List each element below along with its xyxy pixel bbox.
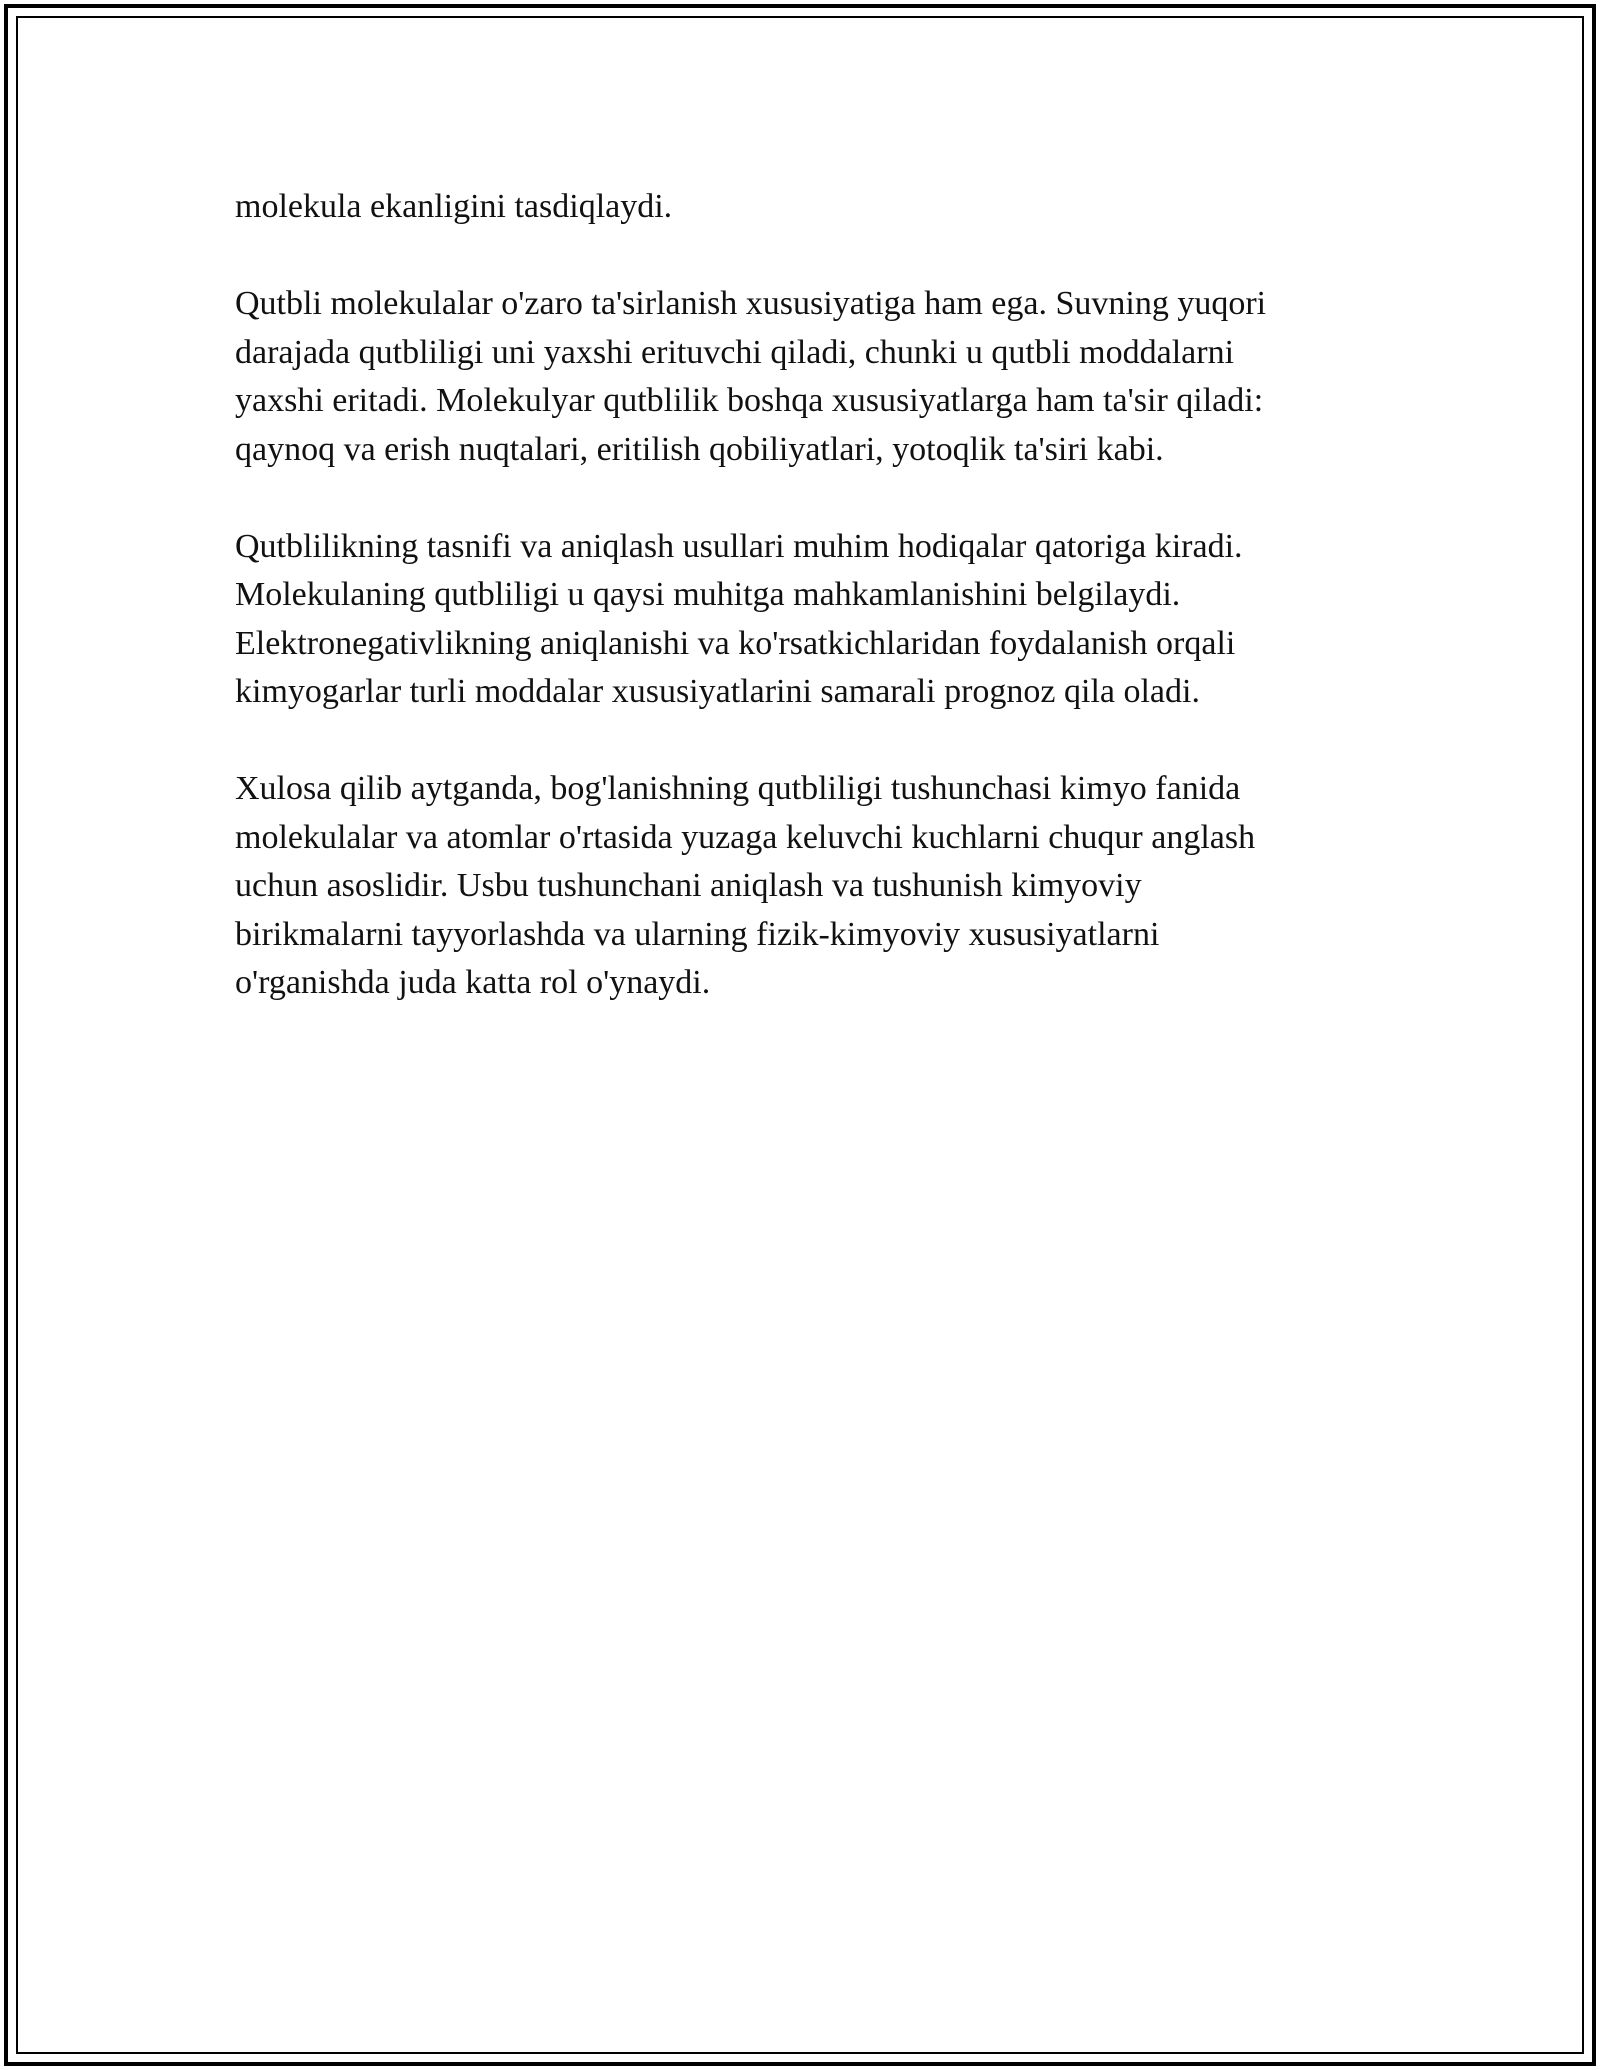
text-line: Elektronegativlikning aniqlanishi va ko'rsatkichlaridan foydalanish orqali xyxy=(235,624,1236,662)
document-body xyxy=(235,183,1365,1056)
text-line: darajada qutbliligi uni yaxshi erituvchi qiladi, chunki u qutbli moddalarni xyxy=(235,333,1235,371)
text-line: birikmalarni tayyorlashda va ularning fizik-kimyoviy xususiyatlarni xyxy=(235,915,1160,953)
text-line: kimyogarlar turli moddalar xususiyatlarini samarali prognoz qila oladi. xyxy=(235,673,1200,710)
paragraph-4 xyxy=(235,765,1365,1008)
paragraph-3 xyxy=(235,523,1365,717)
text-line: yaxshi eritadi. Molekulyar qutblilik boshqa xususiyatlarga ham ta'sir qiladi: xyxy=(235,382,1264,419)
text-line: qaynoq va erish nuqtalari, eritilish qobiliyatlari, yotoqlik ta'siri kabi. xyxy=(235,430,1164,468)
text-line: Qutbli molekulalar o'zaro ta'sirlanish xususiyatiga ham ega. Suvning yuqori xyxy=(235,285,1267,322)
paragraph-2 xyxy=(235,280,1365,474)
text-line: uchun asoslidir. Usbu tushunchani aniqlash va tushunish kimyoviy xyxy=(235,867,1142,904)
text-line: molekulalar va atomlar o'rtasida yuzaga keluvchi kuchlarni chuqur anglash xyxy=(235,818,1256,856)
paragraph-1 xyxy=(235,183,1365,232)
text-line: o'rganishda juda katta rol o'ynaydi. xyxy=(235,964,711,1001)
text-line: Qutblilikning tasnifi va aniqlash usullari muhim hodiqalar qatoriga kiradi. xyxy=(235,527,1243,565)
text-line: Molekulaning qutbliligi u qaysi muhitga mahkamlanishini belgilaydi. xyxy=(235,576,1181,613)
text-line: molekula ekanligini tasdiqlaydi. xyxy=(235,188,673,225)
text-line: Xulosa qilib aytganda, bog'lanishning qutbliligi tushunchasi kimyo fanida xyxy=(235,770,1241,807)
